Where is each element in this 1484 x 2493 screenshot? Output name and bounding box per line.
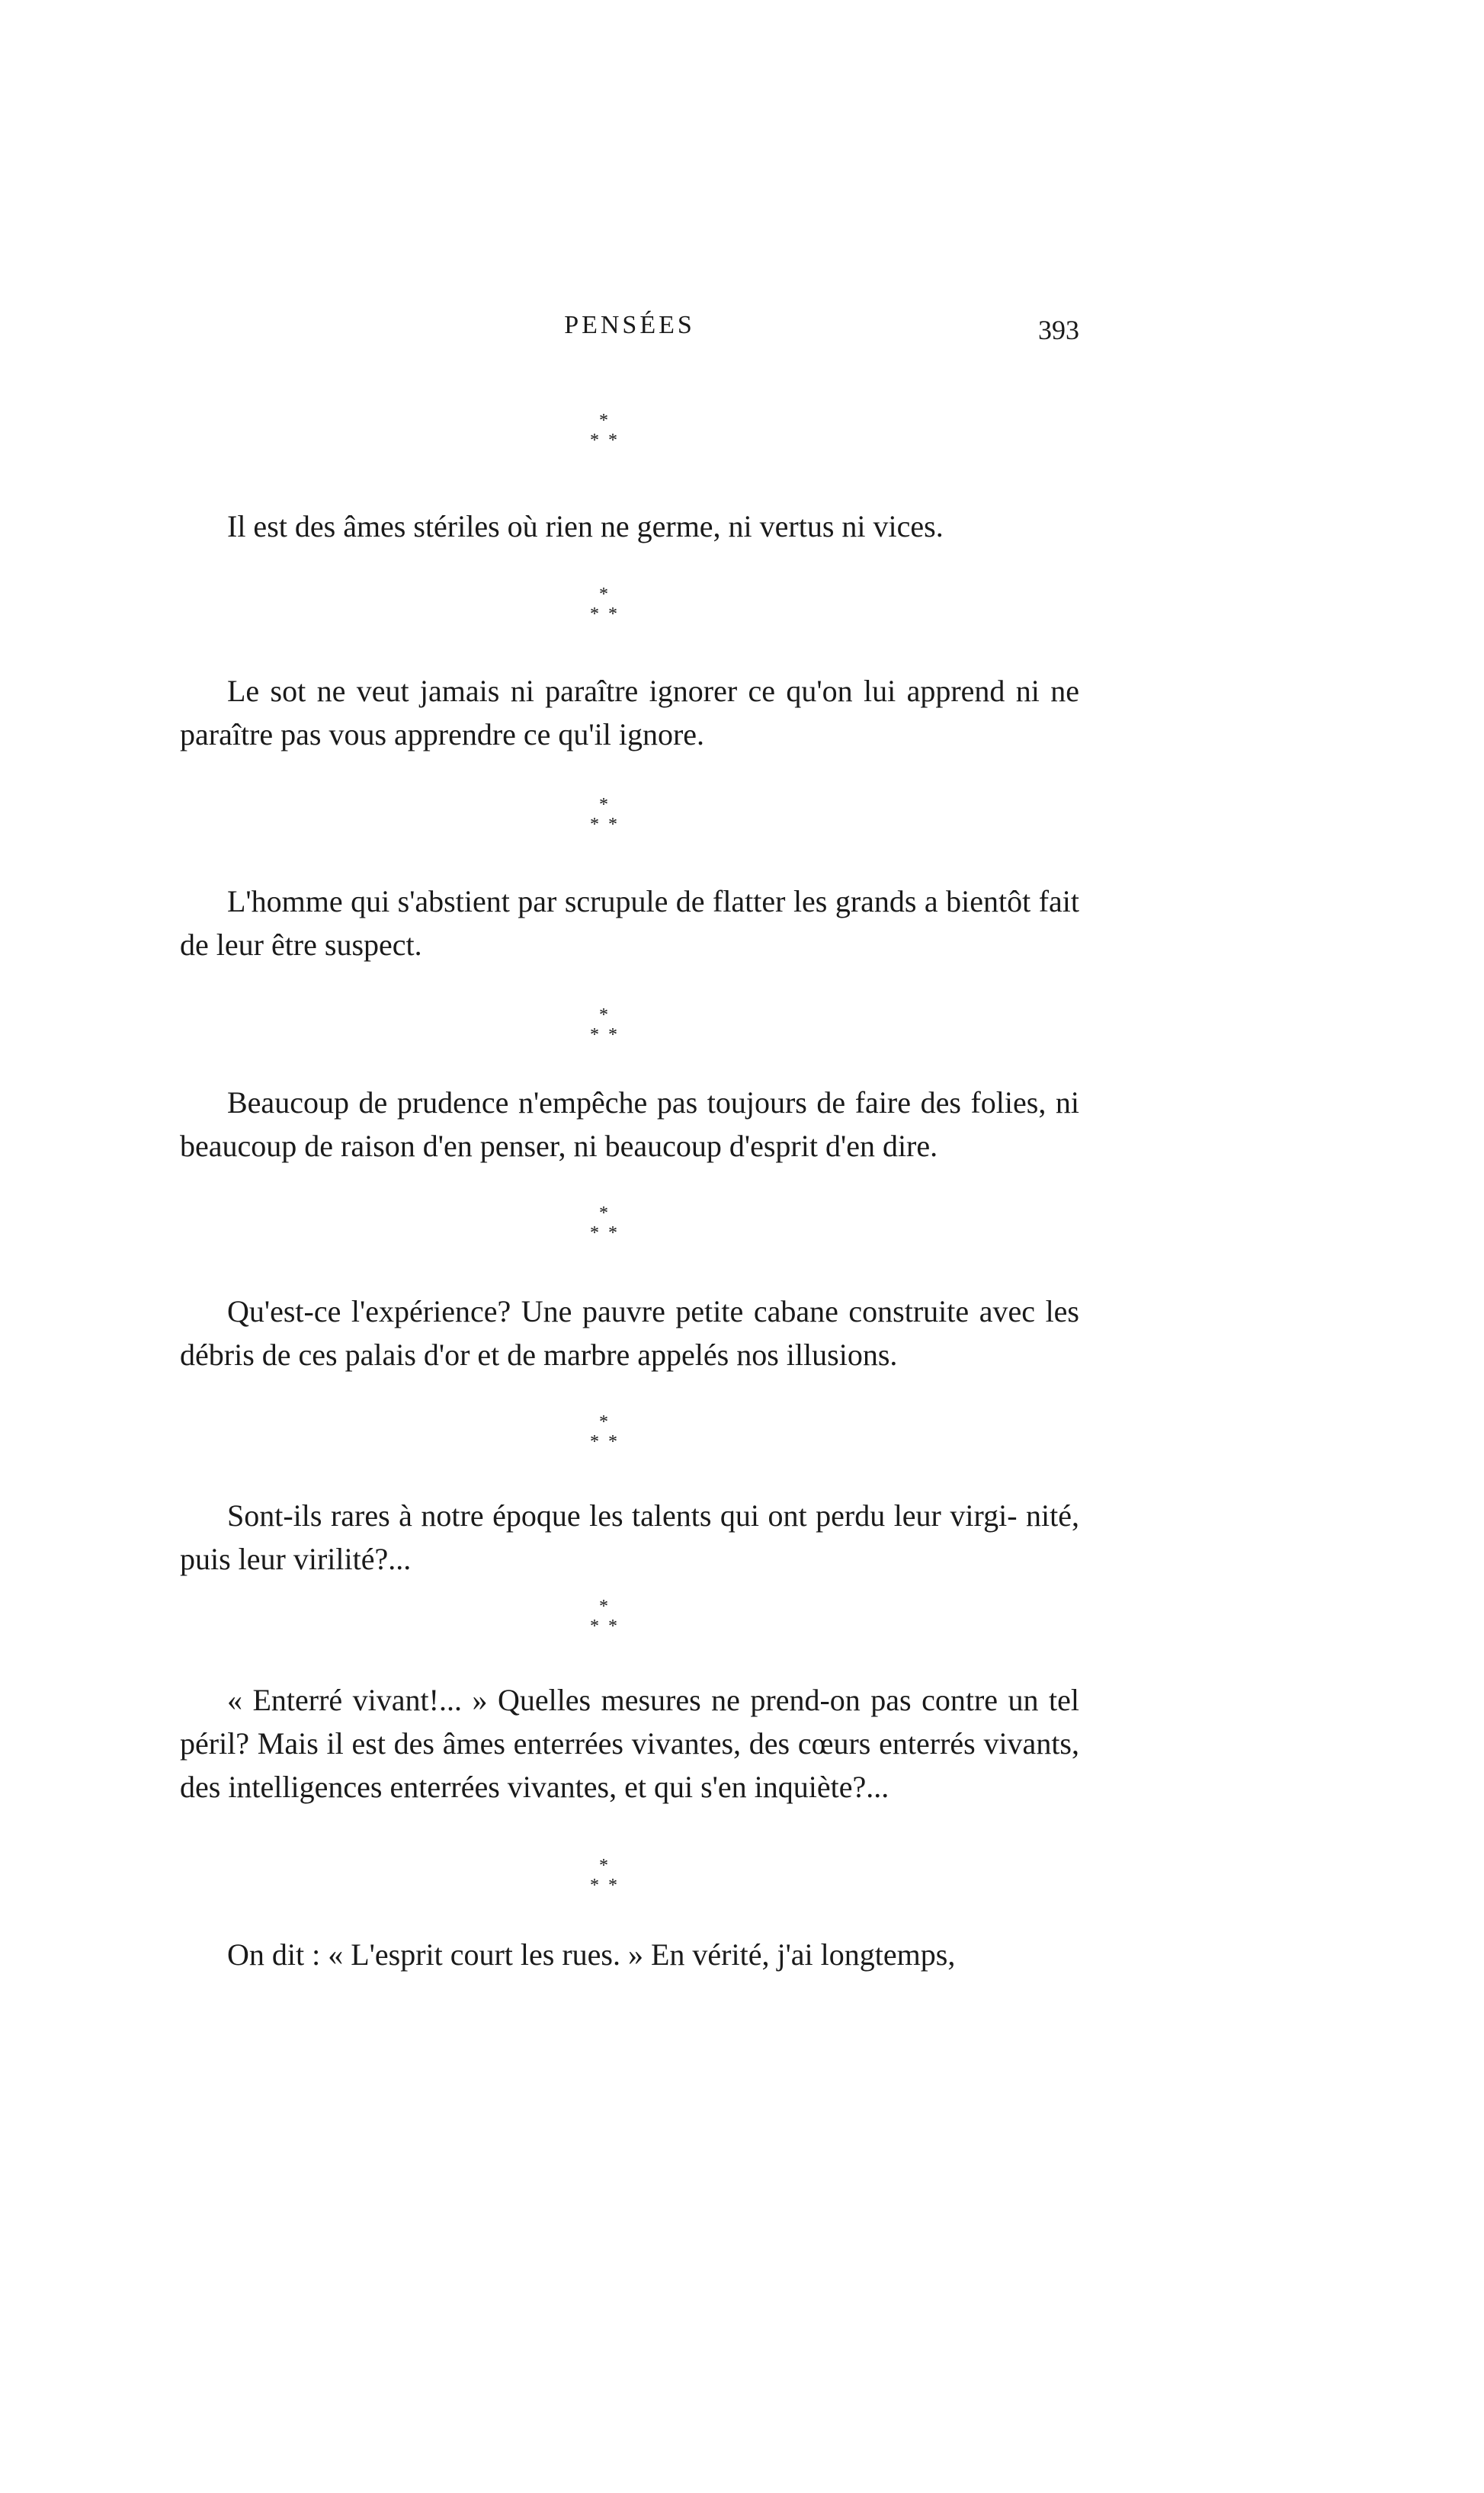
maxim-paragraph [180, 669, 1079, 756]
page-number: 393 [1038, 315, 1079, 345]
text-line: folies, ni beaucoup de raison d'en penser, ni beaucoup d'esprit [180, 1085, 1079, 1163]
asterism-separator [561, 1857, 652, 1902]
text-line: Sont-ils rares à notre époque les talents qui ont perdu leur virgi- [227, 1498, 1018, 1533]
maxim-paragraph [180, 1081, 1079, 1168]
asterism-separator [561, 796, 652, 841]
asterism-separator [561, 412, 652, 457]
star-glyph: * [608, 1223, 617, 1243]
running-head [180, 311, 1079, 357]
text-line: d'en dire. [825, 1129, 938, 1163]
star-glyph: * [599, 411, 608, 431]
star-glyph: * [590, 431, 599, 450]
text-line: un tel péril? Mais il est des âmes enterrées vivantes, des cœurs [180, 1683, 1080, 1761]
star-glyph: * [608, 604, 617, 624]
star-glyph: * [590, 1223, 599, 1243]
text-line: Le sot ne veut jamais ni paraître ignorer ce qu'on lui apprend [227, 674, 1005, 708]
star-glyph: * [590, 1617, 599, 1636]
star-glyph: * [590, 1025, 599, 1045]
text-line: enterrés vivants, des intelligences enterrées vivantes, et qui s'en [180, 1726, 1079, 1804]
asterism-separator [561, 1006, 652, 1052]
maxim-paragraph [180, 1678, 1079, 1809]
text-line: ni ne paraître pas vous apprendre ce qu'il ignore. [180, 674, 1080, 751]
star-glyph: * [599, 1005, 608, 1025]
star-glyph: * [599, 1412, 608, 1432]
star-glyph: * [608, 1617, 617, 1636]
star-glyph: * [608, 1432, 617, 1452]
running-title: PENSÉES [564, 311, 695, 339]
maxim-paragraph [180, 880, 1079, 966]
text-line: inquiète?... [754, 1770, 889, 1804]
text-line: bientôt fait de leur être suspect. [180, 884, 1080, 962]
text-line: Qu'est-ce l'expérience? Une pauvre petite cabane construite avec [227, 1294, 1035, 1328]
star-glyph: * [599, 585, 608, 604]
text-line: On dit : « L'esprit court les rues. » En vérité, j'ai longtemps, [227, 1937, 956, 1972]
text-line: Il est des âmes stériles où rien ne germe, ni vertus ni vices. [227, 509, 944, 543]
asterism-separator [561, 585, 652, 631]
text-line: « Enterré vivant!... » Quelles mesures ne prend-on pas contre [227, 1683, 998, 1717]
star-glyph: * [608, 815, 617, 835]
star-glyph: * [599, 1856, 608, 1876]
star-glyph: * [590, 1432, 599, 1452]
maxim-paragraph [180, 505, 1079, 548]
star-glyph: * [599, 795, 608, 815]
star-glyph: * [599, 1597, 608, 1617]
star-glyph: * [608, 1876, 617, 1895]
maxim-paragraph [180, 1933, 1079, 1976]
text-line: les débris de ces palais d'or et de marbre appelés nos illusions. [180, 1294, 1079, 1372]
star-glyph: * [608, 431, 617, 450]
text-line: nité, puis leur virilité?... [180, 1498, 1080, 1576]
maxim-paragraph [180, 1494, 1079, 1581]
star-glyph: * [599, 1203, 608, 1223]
star-glyph: * [590, 1876, 599, 1895]
star-glyph: * [590, 815, 599, 835]
asterism-separator [561, 1597, 652, 1643]
maxim-paragraph [180, 1290, 1079, 1376]
star-glyph: * [608, 1025, 617, 1045]
star-glyph: * [590, 604, 599, 624]
text-line: Beaucoup de prudence n'empêche pas toujours de faire des [227, 1085, 961, 1120]
asterism-separator [561, 1413, 652, 1459]
asterism-separator [561, 1204, 652, 1250]
text-line: L'homme qui s'abstient par scrupule de flatter les grands a [227, 884, 938, 918]
